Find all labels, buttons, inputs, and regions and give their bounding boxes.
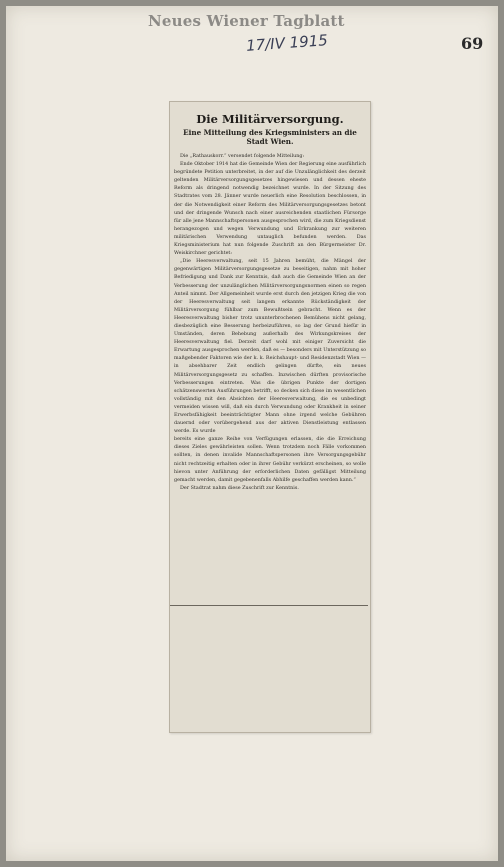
page-number: 69 [461, 34, 484, 53]
article-paragraph: bereits eine ganze Reihe von Verfügungen erlassen, die die Erreichung dieses Zieles gewährleisten sollen. Wenn trotzdem noch Fälle vorkommen sollten, in denen invalide Mannschaftspersonen ihre Versorgungsgebühr nicht rechtzeitig erhalten oder in ihrer Gebühr verkürzt erscheinen, so wolle hievon unter Anführung der erforderlichen Daten gefälligst Mitteilung gemacht werden, damit gegebenenfalls Abhilfe geschaffen werden kann.“ [174, 436, 366, 483]
handwritten-date: 17/IV 1915 [245, 31, 329, 55]
article-paragraph: „Die Heeresverwaltung, seit 15 Jahren bemüht, die Mängel der gegenwärtigen Militärversorgungsgesetze zu beseitigen, nahm mit hoher Befriedigung und Dank zur Kenntnis, daß auch die Gemeinde Wien an der Verbesserung der unzulänglichen Militärversorgungsnormen einen so regen Anteil nimmt. Der Allgemeinheit wurde erst durch den jetzigen Krieg die von der Heeresverwaltung seit langem erkannte Rückständigkeit der Militärversorgung fühlbar zum Bewußtsein gebracht. Wenn es der Heeresverwaltung bisher trotz ununterbrochenen Bemühens nicht gelang, diesbezüglich eine Besserung herbeizuführen, so lag der Grund hiefür in Umständen, deren Behebung außerhalb des Wirkungskreises der Heeresverwaltung fiel. Derzeit darf wohl mit einiger Zuversicht die Erwartung ausgesprochen werden, daß es — besonders mit Unterstützung so maßgebender Faktoren wie der k. k. Reichshaupt- und Residenzstadt Wien — in absehbarer Zeit endlich gelingen dürfte, ein neues Militärversorgungsgesetz zu schaffen. Inzwischen dürften provisorische Verbesserungen eintreten. Was die übrigen Punkte der dortigen schätzenswerten Ausführungen betrifft, so decken sich diese im wesentlichen vollständig mit den Absichten der Heeresverwaltung, die es unbedingt vermeiden wissen will, daß ein durch Verwundung oder Krankheit in seiner Erwerbsfähigkeit beeinträchtigter Mann ohne irgend welche Gebühren dauernd oder vorübergehend aus der aktiven Dienstleistung entlassen werde. Es wurde [174, 258, 366, 435]
archive-page [6, 6, 498, 861]
article-paragraph: Der Stadtrat nahm diese Zuschrift zur Kenntnis. [180, 484, 299, 491]
clipping-joint-divider [170, 605, 368, 606]
article-title: Die Militärversorgung. [196, 112, 344, 126]
newspaper-masthead: Neues Wiener Tagblatt [148, 12, 345, 30]
newspaper-clipping [169, 101, 371, 733]
article-subtitle: Eine Mitteilung des Kriegsministers an die Stadt Wien. [183, 128, 357, 146]
article-paragraph: Die „Rathauskorr.“ versendet folgende Mitteilung: [180, 153, 305, 159]
article-paragraph: Ende Oktober 1914 hat die Gemeinde Wien der Regierung eine ausführlich begründete Petition unterbreitet, in der auf die Unzulänglichkeit des derzeit geltenden Militärversorgungsgesetzes hingewiesen und dessen ehestе Reform als dringend notwendig bezeichnet wurde. In der Sitzung des Stadtrates vom 28. Jänner wurde neuerlich eine Resolution beschlossen, in der die Notwendigkeit einer Reform des Militärversorgungsgesetzes betont und der dringende Wunsch nach einer ausreichenden staatlichen Fürsorge für alle jene Mannschaftspersonen ausgesprochen wird, die zum Kriegsdienst herangezogen und wegen Verwundung und Erkrankung zur weiteren militärischen Verwendung untauglich befunden werden. Das Kriegsministerium hat nun folgende Zuschrift an den Bürgermeister Dr. Weiskirchner gerichtet: [174, 161, 366, 257]
article-body [174, 152, 366, 492]
